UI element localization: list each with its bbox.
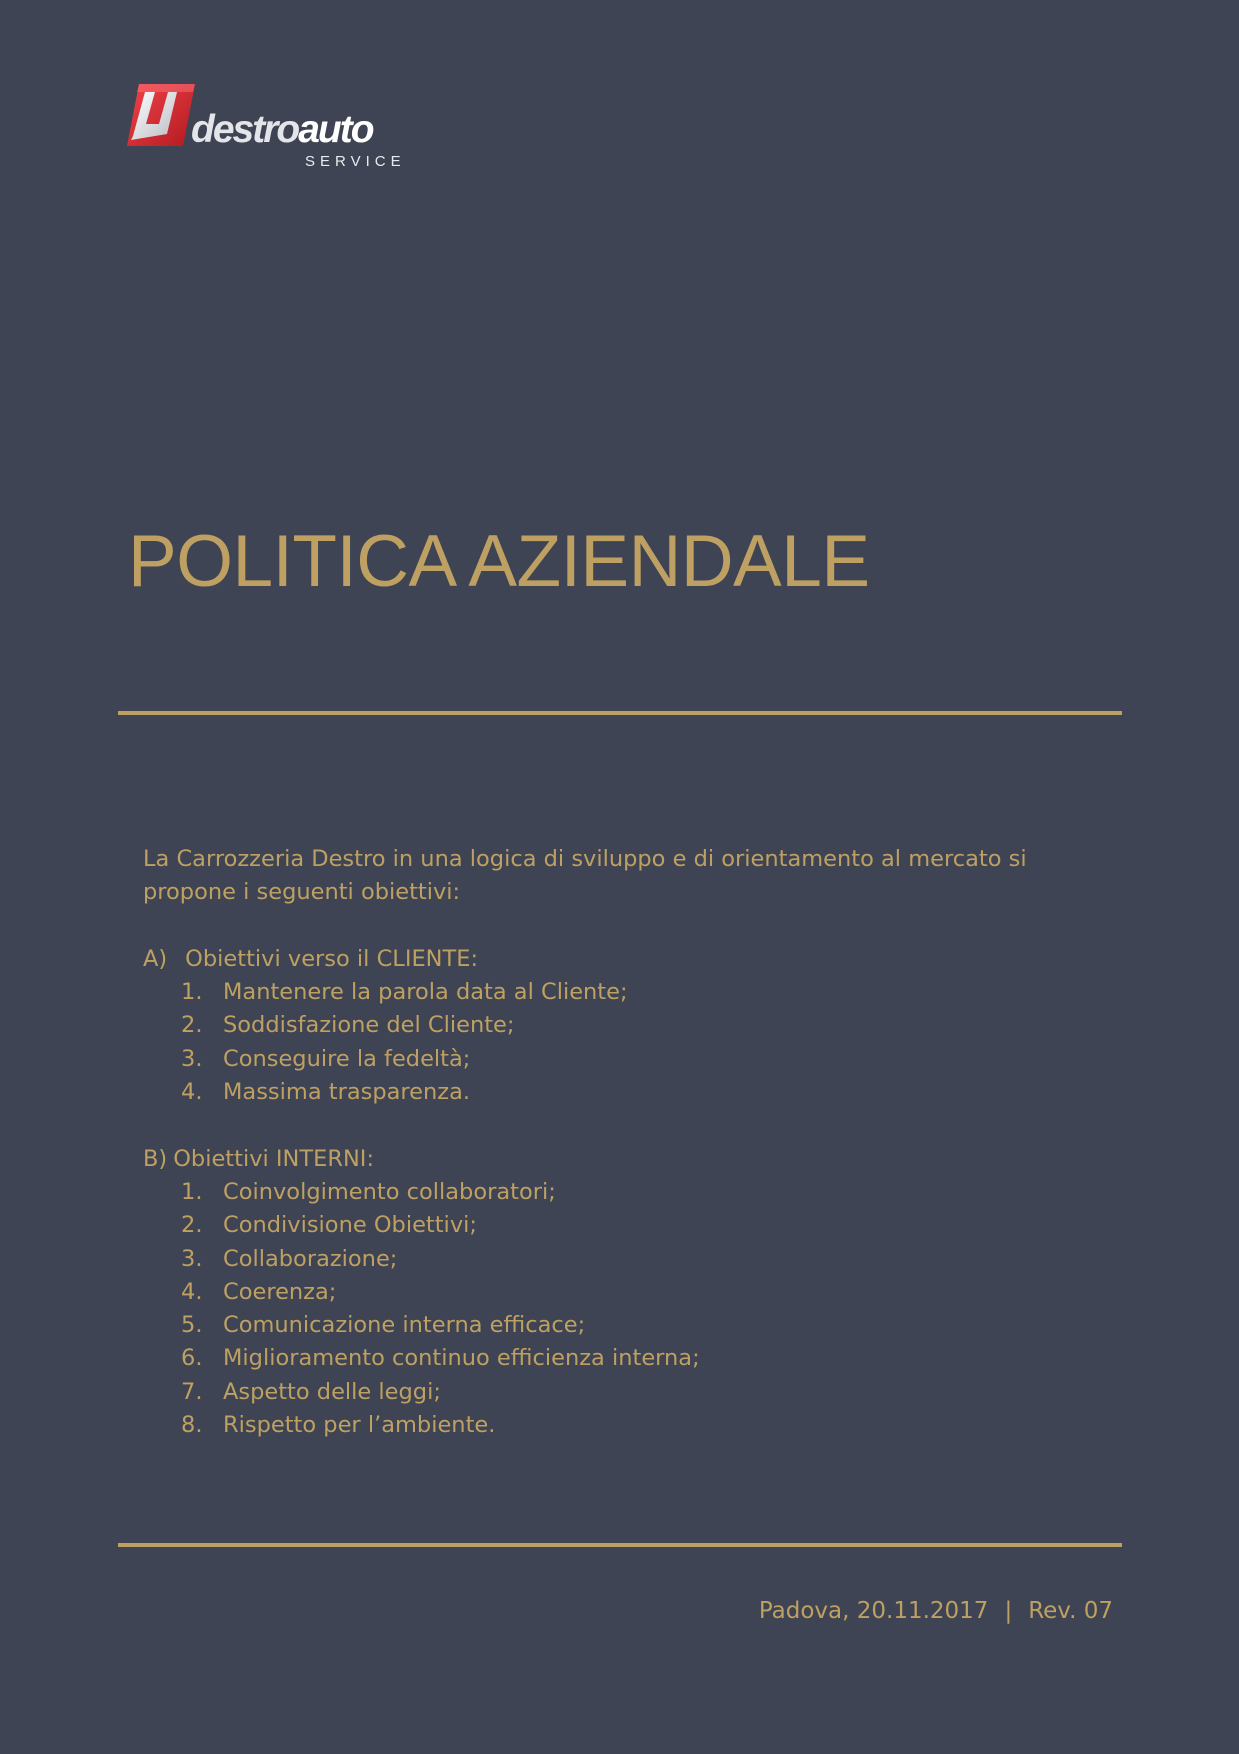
section-client-objectives: [143, 943, 1073, 1109]
list-item-number: 6.: [181, 1345, 203, 1372]
list-item-text: Miglioramento continuo efficienza interna;: [223, 1345, 700, 1372]
document-footer: [759, 1598, 1113, 1624]
list-item-text: Comunicazione interna efficace;: [223, 1312, 586, 1339]
list-item: [143, 1409, 1073, 1442]
company-logo: [125, 82, 405, 174]
list-item-number: 1.: [181, 979, 203, 1006]
page-title: POLITICA AZIENDALE: [128, 521, 870, 602]
list-item-text: Condivisione Obiettivi;: [223, 1212, 477, 1239]
logo-word-destro: destro: [191, 108, 299, 151]
list-item: [143, 1309, 1073, 1342]
section-marker: B): [143, 1145, 168, 1172]
destroauto-logo-mark-icon: [125, 82, 197, 148]
section-heading-text: Obiettivi verso il CLIENTE:: [185, 945, 479, 972]
top-divider: [118, 711, 1122, 715]
section-heading-text: Obiettivi INTERNI:: [173, 1145, 375, 1172]
footer-separator: |: [1004, 1598, 1013, 1624]
list-item-text: Massima trasparenza.: [223, 1079, 471, 1106]
logo-wordmark: [191, 110, 373, 149]
list-item-text: Mantenere la parola data al Cliente;: [223, 979, 628, 1006]
list-item-text: Soddisfazione del Cliente;: [223, 1012, 515, 1039]
list-item: [143, 1176, 1073, 1209]
section-internal-objectives: [143, 1143, 1073, 1443]
list-item-number: 4.: [181, 1278, 203, 1305]
intro-paragraph: La Carrozzeria Destro in una logica di sviluppo e di orientamento al mercato si propone i seguenti obiettivi:: [143, 846, 1027, 906]
footer-revision: Rev. 07: [1028, 1598, 1113, 1624]
list-item-number: 3.: [181, 1245, 203, 1272]
list-item: [143, 1276, 1073, 1309]
section-heading: [143, 943, 1073, 976]
list-item: [143, 1342, 1073, 1375]
client-objectives-list: [143, 976, 1073, 1109]
list-item-number: 2.: [181, 1212, 203, 1239]
logo-subtitle: SERVICE: [305, 153, 406, 170]
list-item-text: Coinvolgimento collaboratori;: [223, 1178, 556, 1205]
list-item: [143, 1209, 1073, 1242]
list-item-text: Rispetto per l’ambiente.: [223, 1412, 496, 1439]
footer-place-date: Padova, 20.11.2017: [758, 1598, 989, 1624]
logo-word-auto: auto: [298, 108, 373, 151]
list-item-text: Aspetto delle leggi;: [223, 1378, 441, 1405]
list-item-number: 4.: [181, 1079, 203, 1106]
list-item-text: Coerenza;: [223, 1278, 337, 1305]
internal-objectives-list: [143, 1176, 1073, 1442]
policy-content: [143, 843, 1073, 1442]
list-item-text: Collaborazione;: [223, 1245, 398, 1272]
list-item-number: 2.: [181, 1012, 203, 1039]
list-item-number: 1.: [181, 1178, 203, 1205]
list-item: [143, 976, 1073, 1009]
list-item: [143, 1043, 1073, 1076]
list-item-number: 3.: [181, 1045, 203, 1072]
list-item: [143, 1009, 1073, 1042]
bottom-divider: [118, 1543, 1122, 1547]
section-marker: A): [143, 945, 168, 972]
list-item: [143, 1076, 1073, 1109]
list-item-text: Conseguire la fedeltà;: [223, 1045, 471, 1072]
list-item: [143, 1243, 1073, 1276]
section-heading: [143, 1143, 1073, 1176]
list-item-number: 5.: [181, 1312, 203, 1339]
list-item: [143, 1376, 1073, 1409]
list-item-number: 7.: [181, 1378, 203, 1405]
list-item-number: 8.: [181, 1412, 203, 1439]
